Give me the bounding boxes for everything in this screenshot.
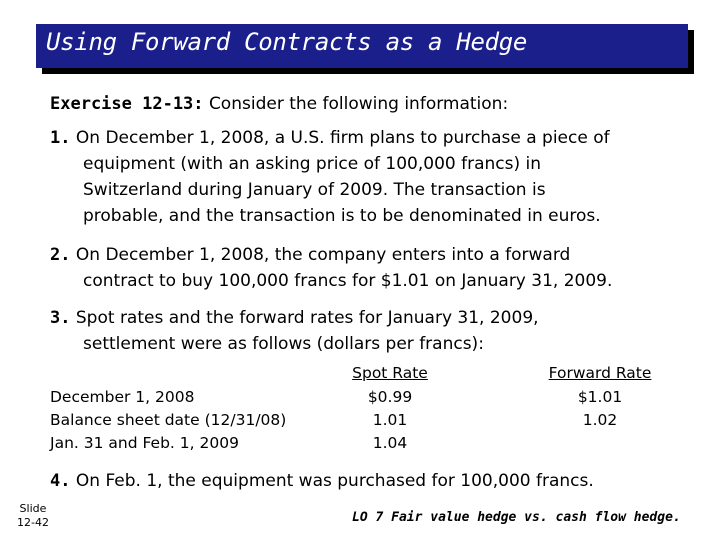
slide-number [17, 502, 49, 530]
item-2 [50, 242, 612, 294]
item-number: 4. [50, 471, 71, 491]
row-date: December 1, 2008 [50, 388, 195, 406]
item-line: Spot rates and the forward rates for January 31, 2009, [75, 308, 539, 328]
item-line: Switzerland during January of 2009. The transaction is [83, 180, 546, 200]
footer-note: LO 7 Fair value hedge vs. cash flow hedge. [352, 510, 681, 525]
row-forward: 1.02 [582, 411, 618, 429]
item-number: 2. [50, 245, 71, 265]
row-forward: $1.01 [577, 388, 623, 406]
exercise-line [50, 91, 508, 117]
item-1 [50, 125, 610, 229]
row-date: Balance sheet date (12/31/08) [50, 411, 287, 429]
item-line: contract to buy 100,000 francs for $1.01 on January 31, 2009. [83, 271, 613, 291]
row-spot: $0.99 [367, 388, 413, 406]
item-number: 3. [50, 308, 71, 328]
item-line: probable, and the transaction is to be denominated in euros. [83, 206, 601, 226]
title-bar [36, 24, 688, 68]
item-line: On December 1, 2008, the company enters into a forward [75, 245, 571, 265]
item-line: equipment (with an asking price of 100,000 francs) in [83, 154, 542, 174]
row-date: Jan. 31 and Feb. 1, 2009 [50, 434, 239, 452]
row-spot: 1.04 [372, 434, 408, 452]
exercise-label: Exercise 12-13: [50, 94, 204, 114]
slide-label: Slide [19, 502, 47, 515]
item-line: settlement were as follows (dollars per francs): [83, 334, 484, 354]
spot-rate-header: Spot Rate [352, 364, 428, 382]
page-title: Using Forward Contracts as a Hedge [46, 28, 528, 56]
slide-id: 12-42 [17, 516, 49, 529]
item-4 [50, 468, 594, 494]
item-3 [50, 305, 539, 357]
forward-rate-header: Forward Rate [548, 364, 652, 382]
row-spot: 1.01 [372, 411, 408, 429]
item-line: On Feb. 1, the equipment was purchased for 100,000 francs. [75, 471, 594, 491]
item-number: 1. [50, 128, 71, 148]
item-line: On December 1, 2008, a U.S. firm plans to purchase a piece of [75, 128, 610, 148]
exercise-text: Consider the following information: [208, 94, 509, 114]
